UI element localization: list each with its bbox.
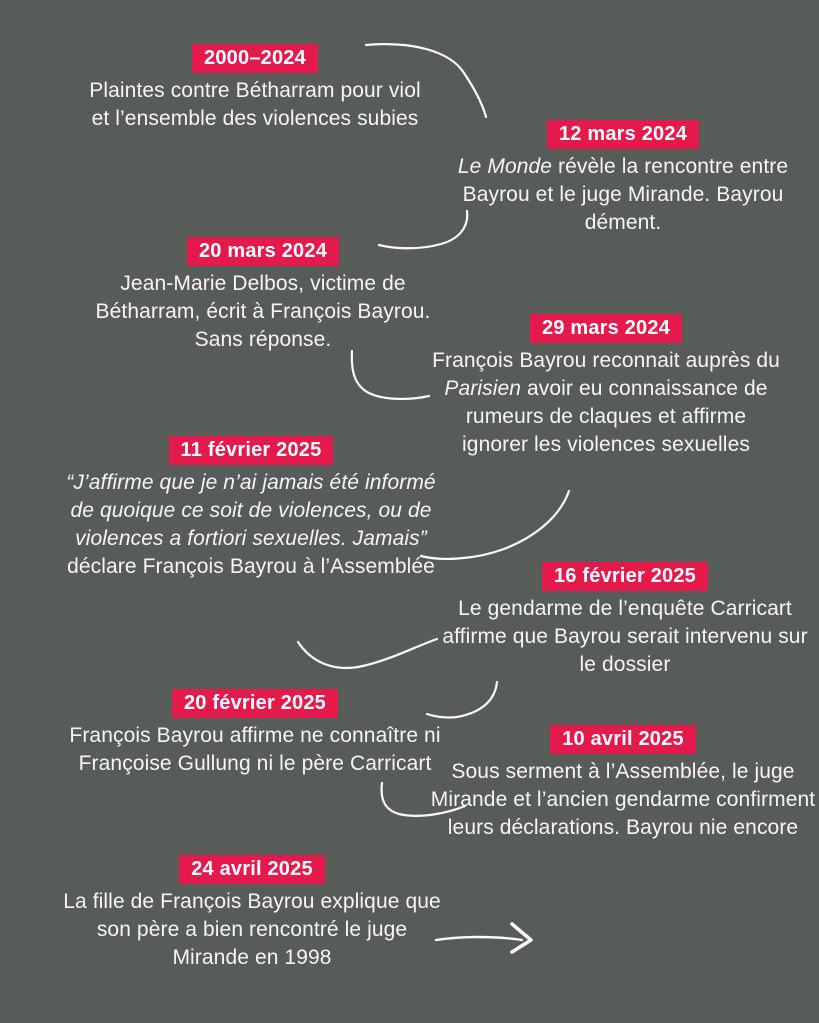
date-badge: 29 mars 2024 <box>530 314 682 343</box>
arrow-right-icon <box>436 924 531 952</box>
date-badge: 20 février 2025 <box>172 689 338 718</box>
date-badge: 20 mars 2024 <box>187 237 339 266</box>
connector-curve-5 <box>298 639 437 668</box>
entry-text: La fille de François Bayrou explique que son père a bien rencontré le juge Mirande en 1998 <box>63 890 441 969</box>
timeline-entry-24-avril-2025 <box>62 855 442 972</box>
entry-text: Le Monde révèle la rencontre entre Bayrou et le juge Mirande. Bayrou dément. <box>457 155 789 234</box>
date-badge: 2000–2024 <box>192 44 318 73</box>
date-badge: 12 mars 2024 <box>547 120 699 149</box>
timeline-entry-16-fevrier-2025 <box>432 562 818 679</box>
entry-text: Le gendarme de l’enquête Carricart affirme que Bayrou serait intervenu sur le dossier <box>442 597 808 676</box>
entry-text: François Bayrou reconnait auprès du Parisien avoir eu connaissance de rumeurs de claques et affirme ignorer les violences sexuelles <box>432 349 780 456</box>
timeline-entry-12-mars-2024 <box>430 120 816 237</box>
entry-text: François Bayrou affirme ne connaître ni Françoise Gullung ni le père Carricart <box>69 724 441 775</box>
date-badge: 16 février 2025 <box>542 562 708 591</box>
timeline-entry-20-fevrier-2025 <box>65 689 445 778</box>
entry-text: Jean-Marie Delbos, victime de Bétharram, écrit à François Bayrou. Sans réponse. <box>95 272 431 351</box>
entry-text: Sous serment à l’Assemblée, le juge Mirande et l’ancien gendarme confirment leurs déclarations. Bayrou nie encore <box>430 760 816 839</box>
entry-text: Plaintes contre Bétharram pour viol et l’ensemble des violences subies <box>89 79 421 130</box>
entry-text: “J’affirme que je n’ai jamais été informé de quoique ce soit de violences, ou de violences a fortiori sexuelles. Jamais” déclare François Bayrou à l’Assemblée <box>66 471 436 578</box>
date-badge: 24 avril 2025 <box>179 855 325 884</box>
date-badge: 11 février 2025 <box>169 436 334 465</box>
timeline-entry-10-avril-2025 <box>430 725 816 842</box>
connector-curve-3 <box>352 351 429 399</box>
timeline-entry-29-mars-2024 <box>432 314 780 459</box>
connector-curve-4 <box>421 491 569 559</box>
date-badge: 10 avril 2025 <box>550 725 696 754</box>
timeline-entry-20-mars-2024 <box>93 237 433 354</box>
timeline-entry-11-fevrier-2025 <box>61 436 441 581</box>
timeline-entry-2000-2024 <box>82 44 428 133</box>
